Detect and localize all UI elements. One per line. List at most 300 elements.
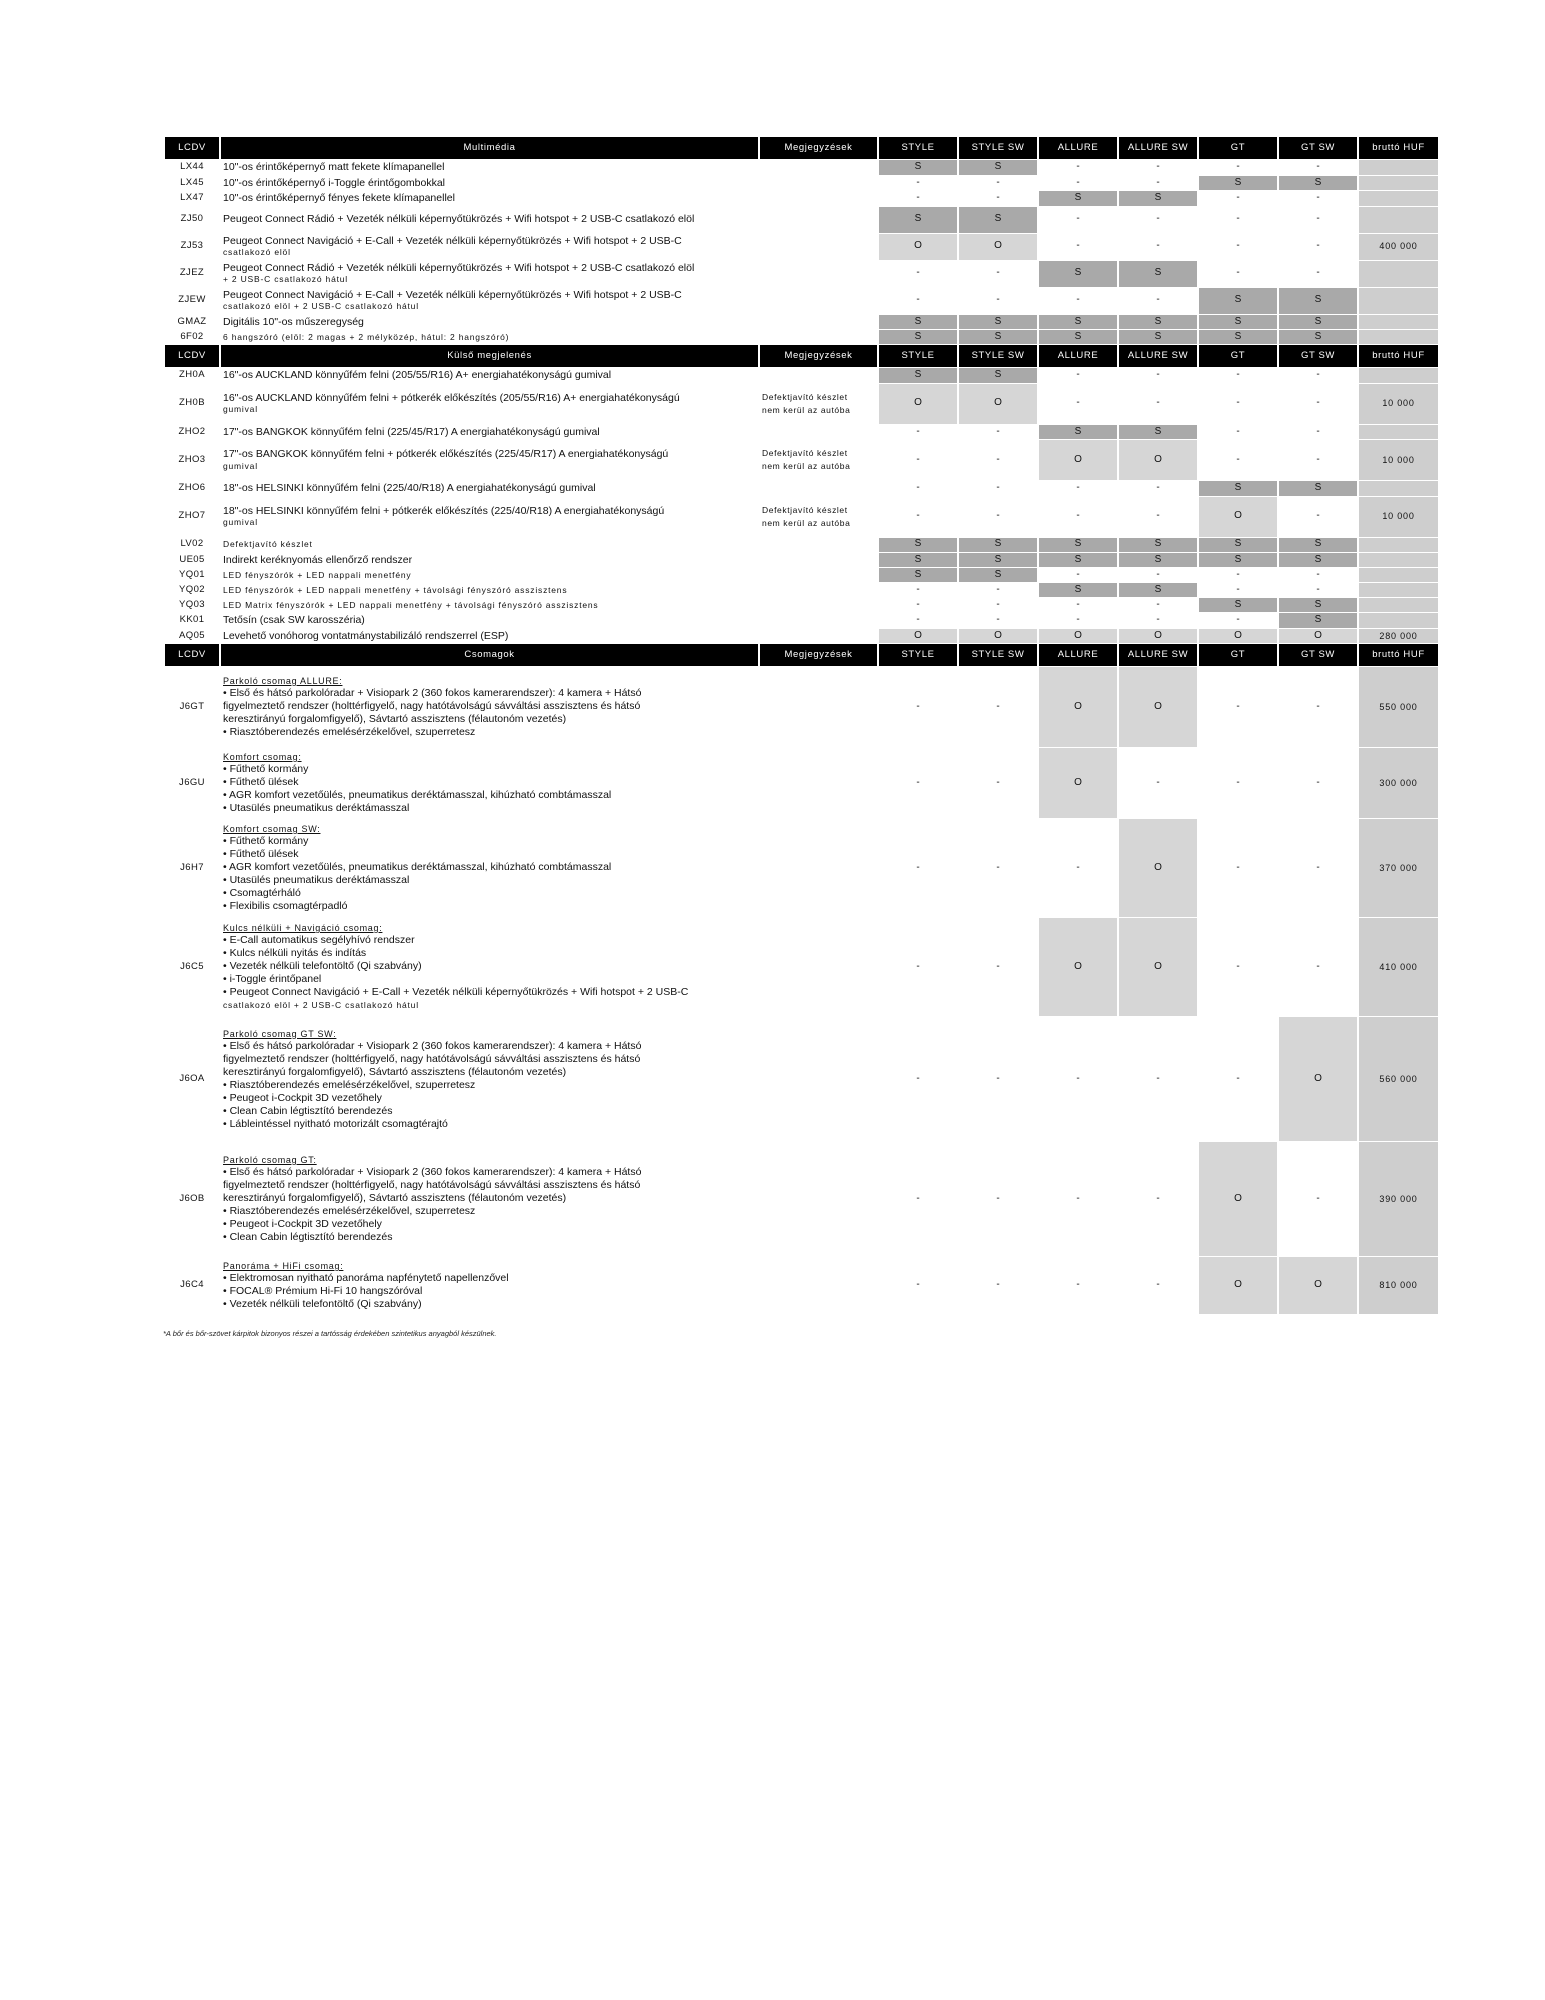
availability-cell: O — [879, 234, 957, 260]
availability-cell: - — [1076, 176, 1080, 188]
availability-cell: O — [959, 234, 1037, 260]
price-cell — [1359, 160, 1438, 175]
availability-cell: - — [1156, 1279, 1160, 1291]
availability-cell: - — [1076, 161, 1080, 172]
row-description — [221, 598, 758, 612]
availability-cell: - — [1076, 213, 1080, 225]
availability-cell: O — [1039, 667, 1117, 747]
table-row — [165, 207, 1438, 233]
availability-cell: S — [1119, 315, 1197, 330]
row-note-line: nem kerül az autóba — [762, 517, 851, 528]
availability-cell: S — [879, 207, 957, 233]
availability-cell: - — [1236, 213, 1240, 225]
availability-cell: S — [1199, 330, 1277, 344]
availability-cell: - — [1076, 294, 1080, 306]
availability-cell: S — [1039, 315, 1117, 330]
availability-cell: - — [1236, 161, 1240, 172]
row-description-subtext: LED fényszórók + LED nappali menetfény + távolsági fényszóró asszisztens — [223, 584, 568, 595]
availability-cell: S — [1119, 425, 1197, 440]
availability-cell: - — [996, 960, 1000, 972]
package-row — [165, 918, 1438, 1016]
table-row — [165, 538, 1438, 552]
row-description-subtext: + 2 USB-C csatlakozó hátul — [223, 274, 348, 285]
row-description — [221, 384, 758, 424]
row-note — [760, 176, 877, 191]
availability-cell: - — [996, 176, 1000, 188]
availability-cell: - — [1236, 861, 1240, 873]
availability-cell: S — [1199, 553, 1277, 568]
availability-cell: O — [1039, 748, 1117, 818]
availability-cell: - — [1316, 192, 1320, 203]
row-code: AQ05 — [179, 629, 205, 641]
row-code: UE05 — [179, 553, 205, 565]
package-item: • Riasztóberendezés emelésérzékelővel, szuperretesz — [223, 726, 476, 738]
row-description — [221, 568, 758, 582]
package-row — [165, 819, 1438, 917]
row-note — [760, 748, 877, 818]
col-trim-header: ALLURE SW — [1119, 137, 1197, 159]
availability-cell: - — [1156, 369, 1160, 380]
availability-cell: O — [1279, 1017, 1357, 1141]
package-item: figyelmeztető rendszer (holttérfigyelő, nagy hatótávolságú sávváltási asszisztens és hátsó — [223, 700, 641, 712]
availability-cell: S — [1039, 330, 1117, 344]
row-code: ZH0B — [179, 397, 205, 409]
availability-cell: O — [1199, 629, 1277, 644]
availability-cell: - — [916, 960, 920, 972]
row-description-subtext: gumival — [223, 404, 258, 415]
table-row — [165, 288, 1438, 314]
package-item: • Fűthető ülések — [223, 848, 299, 860]
availability-cell: - — [1076, 240, 1080, 252]
availability-cell: - — [996, 583, 1000, 595]
package-item: figyelmeztető rendszer (holttérfigyelő, nagy hatótávolságú sávváltási asszisztens és hátsó — [223, 1179, 641, 1191]
availability-cell: - — [1316, 960, 1320, 972]
availability-cell: - — [1156, 397, 1160, 409]
row-description-text: 10"-os érintőképernyő i-Toggle érintőgombokkal — [223, 176, 446, 189]
availability-cell: - — [1076, 614, 1080, 625]
availability-cell: O — [1039, 629, 1117, 644]
availability-cell: S — [879, 160, 957, 175]
package-code: J6C4 — [180, 1279, 204, 1291]
package-row — [165, 1017, 1438, 1141]
availability-cell: S — [1199, 598, 1277, 612]
package-code: J6GT — [179, 700, 205, 712]
availability-cell: S — [879, 368, 957, 383]
availability-cell: - — [1076, 1279, 1080, 1291]
availability-cell: - — [1316, 425, 1320, 437]
row-code: ZHO6 — [178, 482, 206, 493]
price-list-sheet — [163, 136, 1430, 1338]
price-cell — [1359, 613, 1438, 628]
row-note — [760, 160, 877, 175]
table-row — [165, 553, 1438, 568]
col-trim-header: STYLE — [879, 644, 957, 666]
table-row — [165, 191, 1438, 206]
availability-cell: - — [1076, 482, 1080, 493]
col-trim-header: STYLE SW — [959, 345, 1037, 367]
col-trim-header: GT — [1199, 345, 1277, 367]
section-header-row — [165, 345, 1438, 367]
row-description — [221, 288, 758, 314]
row-note — [760, 384, 877, 424]
row-description — [221, 191, 758, 206]
col-trim-header: STYLE — [879, 137, 957, 159]
price-cell: 10 000 — [1359, 497, 1438, 537]
availability-cell: S — [1199, 176, 1277, 191]
availability-cell: S — [959, 368, 1037, 383]
availability-cell: - — [1076, 1072, 1080, 1084]
row-code: 6F02 — [180, 330, 204, 342]
package-item: • Első és hátsó parkolóradar + Visiopark 2 (360 fokos kamerarendszer): 4 kamera + Hátsó — [223, 1166, 642, 1178]
row-description-subtext: csatlakozó elöl + 2 USB-C csatlakozó hátul — [223, 301, 419, 312]
availability-cell: S — [1039, 261, 1117, 287]
availability-cell: S — [1279, 598, 1357, 612]
row-description — [221, 629, 758, 644]
package-title: Komfort csomag: — [223, 752, 302, 762]
row-description — [221, 481, 758, 496]
row-description-text: 17"-os BANGKOK könnyűfém felni + pótkerék előkészítés (225/45/R17) A energiahatékonyságú — [223, 448, 669, 461]
price-cell — [1359, 538, 1438, 552]
availability-cell: O — [1199, 1142, 1277, 1256]
row-note — [760, 207, 877, 233]
availability-cell: S — [1119, 553, 1197, 568]
availability-cell: - — [996, 1279, 1000, 1291]
section-header-row — [165, 644, 1438, 666]
col-trim-header: STYLE — [879, 345, 957, 367]
availability-cell: S — [879, 315, 957, 330]
availability-cell: - — [996, 453, 1000, 465]
package-item: • Utasülés pneumatikus deréktámasszal — [223, 874, 410, 886]
availability-cell: - — [916, 776, 920, 788]
availability-cell: - — [1156, 213, 1160, 225]
table-row — [165, 568, 1438, 582]
availability-cell: - — [1236, 960, 1240, 972]
availability-cell: S — [959, 160, 1037, 175]
availability-cell: S — [1279, 538, 1357, 552]
package-description — [221, 819, 758, 917]
package-title: Parkoló csomag GT: — [223, 1155, 317, 1165]
availability-cell: - — [1316, 453, 1320, 465]
availability-cell: - — [996, 861, 1000, 873]
table-row — [165, 497, 1438, 537]
price-cell: 560 000 — [1359, 1017, 1438, 1141]
price-cell: 370 000 — [1359, 819, 1438, 917]
availability-cell: - — [1316, 568, 1320, 580]
price-cell: 390 000 — [1359, 1142, 1438, 1256]
col-trim-header: STYLE SW — [959, 644, 1037, 666]
row-note — [760, 261, 877, 287]
price-cell: 410 000 — [1359, 918, 1438, 1016]
availability-cell: - — [996, 510, 1000, 522]
row-code: YQ01 — [179, 568, 205, 580]
price-cell — [1359, 368, 1438, 383]
package-description — [221, 667, 758, 747]
package-item: • AGR komfort vezetőülés, pneumatikus deréktámasszal, kihúzható combtámasszal — [223, 789, 612, 801]
availability-cell: - — [1156, 240, 1160, 252]
availability-cell: S — [1039, 553, 1117, 568]
col-trim-header: GT SW — [1279, 137, 1357, 159]
availability-cell: - — [996, 192, 1000, 203]
availability-cell: - — [1076, 861, 1080, 873]
row-description — [221, 176, 758, 191]
section-title: Külső megjelenés — [221, 345, 758, 367]
row-note-line: nem kerül az autóba — [762, 404, 851, 415]
availability-cell: - — [996, 614, 1000, 625]
availability-cell: - — [1076, 1192, 1080, 1204]
section-title: Csomagok — [221, 644, 758, 666]
section-header-row — [165, 137, 1438, 159]
row-description-text: Peugeot Connect Navigáció + E-Call + Vezeték nélküli képernyőtükrözés + Wifi hotspot + 2 USB-C — [223, 234, 682, 247]
availability-cell: S — [1199, 538, 1277, 552]
row-description — [221, 234, 758, 260]
availability-cell: - — [916, 425, 920, 437]
availability-cell: - — [916, 598, 920, 610]
package-item: • Első és hátsó parkolóradar + Visiopark 2 (360 fokos kamerarendszer): 4 kamera + Hátsó — [223, 687, 642, 699]
row-description — [221, 425, 758, 440]
price-cell — [1359, 176, 1438, 191]
table-row — [165, 176, 1438, 191]
availability-cell: - — [1156, 294, 1160, 306]
row-code: LX47 — [180, 192, 204, 203]
availability-cell: - — [996, 1192, 1000, 1204]
availability-cell: - — [1236, 240, 1240, 252]
price-cell — [1359, 425, 1438, 440]
availability-cell: - — [996, 294, 1000, 306]
availability-cell: - — [996, 776, 1000, 788]
package-item: • E-Call automatikus segélyhívó rendszer — [223, 934, 415, 946]
availability-cell: O — [1119, 819, 1197, 917]
row-description-text: 18"-os HELSINKI könnyűfém felni (225/40/R18) A energiahatékonyságú gumival — [223, 482, 596, 494]
row-code: ZH0A — [179, 369, 205, 380]
row-code: YQ02 — [179, 583, 205, 595]
availability-cell: - — [1076, 397, 1080, 409]
availability-cell: O — [1199, 497, 1277, 537]
availability-cell: O — [1119, 667, 1197, 747]
row-description-subtext: LED Matrix fényszórók + LED nappali menetfény + távolsági fényszóró asszisztens — [223, 599, 599, 610]
row-note — [760, 1257, 877, 1314]
col-trim-header: STYLE SW — [959, 137, 1037, 159]
package-title: Kulcs nélküli + Navigáció csomag: — [223, 923, 383, 933]
table-row — [165, 234, 1438, 260]
availability-cell: S — [1279, 315, 1357, 330]
availability-cell: - — [916, 267, 920, 279]
price-cell — [1359, 207, 1438, 233]
availability-cell: O — [1039, 440, 1117, 480]
availability-cell: - — [1236, 614, 1240, 625]
price-cell: 10 000 — [1359, 440, 1438, 480]
price-cell — [1359, 598, 1438, 612]
availability-cell: - — [1156, 568, 1160, 580]
table-row — [165, 629, 1438, 644]
price-cell: 550 000 — [1359, 667, 1438, 747]
row-description — [221, 553, 758, 568]
row-note — [760, 583, 877, 597]
section-title: Multimédia — [221, 137, 758, 159]
availability-cell: S — [1279, 288, 1357, 314]
row-description — [221, 497, 758, 537]
availability-cell: - — [996, 425, 1000, 437]
price-cell: 810 000 — [1359, 1257, 1438, 1314]
row-code: KK01 — [179, 614, 205, 625]
package-item: • Vezeték nélküli telefontöltő (Qi szabvány) — [223, 1298, 422, 1310]
row-code: ZJEW — [178, 294, 206, 306]
row-code: LV02 — [180, 538, 204, 550]
package-item: • Elektromosan nyitható panoráma napfénytető napellenzővel — [223, 1272, 509, 1284]
row-description-text: Peugeot Connect Rádió + Vezeték nélküli képernyőtükrözés + Wifi hotspot + 2 USB-C csatlakozó elöl — [223, 213, 695, 226]
row-note — [760, 918, 877, 1016]
package-item: • FOCAL® Prémium Hi-Fi 10 hangszóróval — [223, 1285, 423, 1297]
availability-cell: S — [959, 330, 1037, 344]
row-code: ZHO3 — [178, 453, 206, 465]
row-description-text: 17"-os BANGKOK könnyűfém felni (225/45/R17) A energiahatékonyságú gumival — [223, 425, 600, 438]
package-item: • Peugeot i-Cockpit 3D vezetőhely — [223, 1091, 382, 1104]
price-cell: 10 000 — [1359, 384, 1438, 424]
availability-cell: - — [1316, 397, 1320, 409]
package-row — [165, 1257, 1438, 1314]
availability-cell: S — [1119, 583, 1197, 597]
row-note — [760, 538, 877, 552]
row-description — [221, 207, 758, 233]
availability-cell: S — [1199, 481, 1277, 496]
availability-cell: - — [996, 598, 1000, 610]
price-cell — [1359, 583, 1438, 597]
availability-cell: - — [1236, 369, 1240, 380]
availability-cell: S — [1199, 288, 1277, 314]
package-item: • Első és hátsó parkolóradar + Visiopark 2 (360 fokos kamerarendszer): 4 kamera + Hátsó — [223, 1039, 642, 1052]
package-title: Panoráma + HiFi csomag: — [223, 1261, 344, 1271]
price-cell: 300 000 — [1359, 748, 1438, 818]
row-description-subtext: LED fényszórók + LED nappali menetfény — [223, 569, 412, 580]
price-cell — [1359, 481, 1438, 496]
table-row — [165, 384, 1438, 424]
package-title: Komfort csomag SW: — [223, 824, 321, 834]
col-trim-header: GT SW — [1279, 644, 1357, 666]
row-description-text: Tetősín (csak SW karosszéria) — [223, 614, 365, 626]
row-description-text: 16"-os AUCKLAND könnyűfém felni (205/55/R16) A+ energiahatékonyságú gumival — [223, 369, 612, 381]
col-price-header: bruttó HUF — [1359, 345, 1438, 367]
availability-cell: S — [1199, 315, 1277, 330]
col-notes-header: Megjegyzések — [760, 137, 877, 159]
package-row — [165, 667, 1438, 747]
col-lcdv-header: LCDV — [165, 137, 219, 159]
table-row — [165, 261, 1438, 287]
price-cell — [1359, 191, 1438, 206]
availability-cell: - — [916, 861, 920, 873]
col-lcdv-header: LCDV — [165, 644, 219, 666]
package-item: • Vezeték nélküli telefontöltő (Qi szabvány) — [223, 960, 422, 972]
availability-cell: S — [879, 553, 957, 568]
availability-cell: - — [1156, 614, 1160, 625]
row-code: LX44 — [180, 161, 204, 172]
availability-cell: S — [959, 568, 1037, 582]
availability-cell: O — [879, 629, 957, 644]
package-item: • Clean Cabin légtisztító berendezés — [223, 1104, 393, 1117]
row-note — [760, 288, 877, 314]
availability-cell: - — [1076, 568, 1080, 580]
availability-cell: - — [1236, 776, 1240, 788]
row-description-text: Digitális 10"-os műszeregység — [223, 315, 364, 328]
package-title: Parkoló csomag GT SW: — [223, 1028, 337, 1039]
price-cell — [1359, 315, 1438, 330]
row-note — [760, 598, 877, 612]
availability-cell: O — [1119, 629, 1197, 644]
availability-cell: - — [1316, 583, 1320, 595]
availability-cell: O — [959, 629, 1037, 644]
availability-cell: - — [916, 1072, 920, 1084]
row-description-text: Indirekt keréknyomás ellenőrző rendszer — [223, 553, 413, 566]
row-note — [760, 553, 877, 568]
availability-cell: - — [1156, 482, 1160, 493]
package-row — [165, 748, 1438, 818]
row-description-subtext: gumival — [223, 517, 258, 528]
availability-cell: - — [1316, 700, 1320, 712]
package-code: J6OA — [179, 1072, 205, 1084]
price-cell: 280 000 — [1359, 629, 1438, 644]
price-cell — [1359, 330, 1438, 344]
row-description — [221, 330, 758, 344]
table-row — [165, 425, 1438, 440]
availability-cell: - — [916, 453, 920, 465]
availability-cell: - — [1156, 1072, 1160, 1084]
package-title: Parkoló csomag ALLURE: — [223, 676, 343, 686]
table-row — [165, 481, 1438, 496]
table-row — [165, 315, 1438, 330]
availability-cell: S — [1039, 191, 1117, 206]
availability-cell: - — [996, 700, 1000, 712]
availability-cell: - — [1076, 510, 1080, 522]
row-description — [221, 160, 758, 175]
availability-cell: - — [916, 583, 920, 595]
availability-cell: S — [1039, 425, 1117, 440]
row-note-line: Defektjavító készlet — [762, 448, 848, 458]
availability-cell: - — [916, 192, 920, 203]
package-code: J6OB — [179, 1192, 205, 1204]
row-description-subtext: Defektjavító készlet — [223, 539, 313, 549]
row-description-text: 10"-os érintőképernyő matt fekete klímapanellel — [223, 161, 445, 173]
col-trim-header: ALLURE — [1039, 345, 1117, 367]
availability-cell: S — [879, 538, 957, 552]
availability-cell: S — [1039, 583, 1117, 597]
availability-cell: - — [1156, 161, 1160, 172]
availability-cell: - — [1156, 176, 1160, 188]
availability-cell: S — [1039, 538, 1117, 552]
row-description-subtext: gumival — [223, 460, 258, 471]
row-code: LX45 — [180, 176, 204, 188]
availability-cell: - — [1156, 510, 1160, 522]
row-note — [760, 1017, 877, 1141]
row-note — [760, 613, 877, 628]
availability-cell: - — [1236, 583, 1240, 595]
row-code: ZHO2 — [178, 425, 206, 437]
table-row — [165, 613, 1438, 628]
availability-cell: S — [959, 553, 1037, 568]
package-item: keresztirányú forgalomfigyelő), Sávtartó asszisztens (félautonóm vezetés) — [223, 1065, 567, 1078]
availability-cell: O — [959, 384, 1037, 424]
col-trim-header: GT — [1199, 644, 1277, 666]
row-description-text: Peugeot Connect Rádió + Vezeték nélküli képernyőtükrözés + Wifi hotspot + 2 USB-C csatlakozó elöl — [223, 261, 695, 274]
row-description — [221, 583, 758, 597]
package-description — [221, 918, 758, 1016]
availability-cell: - — [1076, 369, 1080, 380]
availability-cell: - — [1316, 267, 1320, 279]
row-note-line: nem kerül az autóba — [762, 461, 851, 471]
availability-cell: S — [1279, 553, 1357, 568]
availability-cell: S — [1279, 330, 1357, 344]
availability-cell: S — [959, 538, 1037, 552]
package-item: keresztirányú forgalomfigyelő), Sávtartó asszisztens (félautonóm vezetés) — [223, 713, 567, 725]
availability-cell: S — [1279, 613, 1357, 628]
row-description-subtext: 6 hangszóró (elöl: 2 magas + 2 mélyközép, hátul: 2 hangszóró) — [223, 331, 510, 342]
